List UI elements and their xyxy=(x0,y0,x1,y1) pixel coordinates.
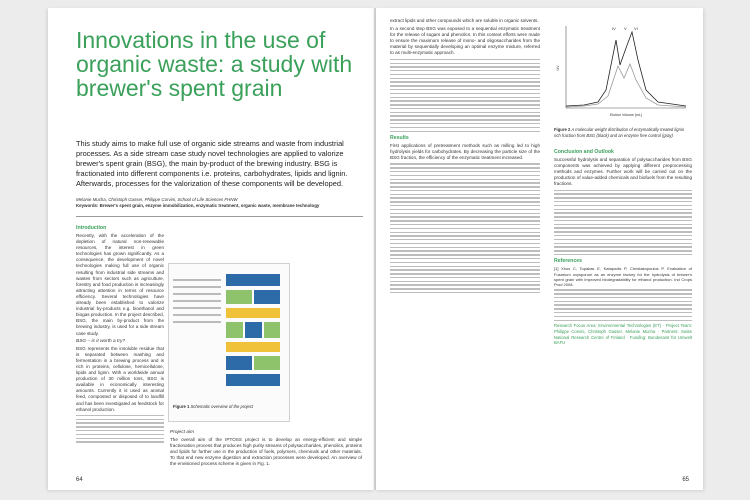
schematic-diagram xyxy=(224,272,282,392)
peak-label-vi: VI xyxy=(634,26,638,31)
results-text: First applications of pretreatment methods such as milling led to high hydrolysis yields for carbohydrates. By decreasing the particle size of the BSG fraction, the efficiency of the enzymatic treatment increased. xyxy=(390,142,540,161)
left-column xyxy=(76,222,164,445)
intro-paragraph: This study aims to make full use of organic side streams and waste from industrial processes. As a side stream case study novel technologies are applied to valorize brewer's spent grain (BSG), the main by-product of the brewing industry. BSG is fractionated into different components i.e. proteins, carbohydrates, lipids and lignin. Afterwards, processes for the valorization of these components will be developed. xyxy=(76,139,348,188)
conclusion-heading: Conclusion and Outlook xyxy=(554,149,614,155)
keywords-line: Keywords: Brewer's spent grain, enzyme immobilization, enzymatic treatment, organic waste, membrane technology xyxy=(76,203,320,208)
peak-label-iv: IV xyxy=(612,26,616,31)
text-lines-placeholder xyxy=(554,289,692,321)
col1-text-b: In a second step BSG was exposed to a sequential enzymatic treatment for the release of sugars and phenolics. In this context efforts were made to ensure the maximum release of mono- and oligosaccharides from the material by sequentially developing an optimal enzyme mixture, referred to as multi-enzymatic approach. xyxy=(390,26,540,56)
conclusion-text: Successful hydrolysis and separation of polysaccharides from BSG components was achieved by applying different preprocessing methods and enzymes. Further work will be carried out on the production of value-added chemicals and biofuels from the resulting fractions. xyxy=(554,157,692,187)
y-axis-label: UV xyxy=(556,65,560,71)
bsg-heading: BSG – is it worth a try? xyxy=(76,338,126,344)
x-axis-label: Elution Volume [mL] xyxy=(610,113,642,117)
references-heading: References xyxy=(554,258,582,265)
right-page xyxy=(376,8,703,490)
peak-label-v: V xyxy=(624,26,627,31)
right-column-1 xyxy=(390,18,540,296)
left-page xyxy=(48,8,374,490)
molecular-weight-chart xyxy=(554,20,692,120)
right-column-2 xyxy=(554,146,692,348)
treated-series-line xyxy=(566,32,686,106)
text-lines-placeholder xyxy=(390,59,540,132)
introduction-text: Recently, with the acceleration of the depletion of natural non-renewable resources, the interest in green technologies has grown significantly. As a consequence, the development of novel technologies making full use of organic resulting from industrial side streams and wastes from sectors such as agriculture, forestry and food production is increasingly attracting attention in terms of resource efficiency. Several technologies have already been established to valorize industrial by-products e.g. bioethanol and biogas production. In the project described, BSG, the main by-product from the brewing industry, is used for a side stream case study. xyxy=(76,233,164,336)
project-info: Research Focus Area: Environmental Technologies (ET) · Project Team: Philippe Corvini, Christoph Gasser, Melanie Mucha · Partners: Swiss National Research Centre of Finland · Funding: Bundesamt für Umwelt BAFU xyxy=(554,323,692,346)
figure-1-caption-text: Schematic overview of the project xyxy=(190,404,254,409)
introduction-heading: Introduction xyxy=(76,225,107,231)
figure-2-caption xyxy=(554,127,692,138)
text-lines-placeholder xyxy=(554,190,692,256)
references-text: [1] Xiros C, Topakas E, Katapodis P, Christakopoulos P. Evaluation of Fusarium oxysporum as an enzyme factory for the hydrolysis of brewer's spent grain with improved biodegradability for ethanol production. Ind Crops Prod 2008. xyxy=(554,266,692,287)
text-lines-placeholder xyxy=(76,415,164,443)
results-heading: Results xyxy=(390,134,409,141)
bsg-text: BSG represents the insoluble residue that is separated between mashing and fermentation in a brewing process and is rich in proteins, cellulose, hemicellulose, lipids and lignin. With a worldwide annual production of 30 million tons, BSG is available in economically interesting amounts. Currently it is used as animal feed, composted or disposed of to landfill and has been investigated as feedstock for ethanol production. xyxy=(76,345,164,412)
authors xyxy=(76,197,363,209)
page-number-right: 65 xyxy=(682,477,689,483)
divider xyxy=(76,216,363,217)
page-number-left: 64 xyxy=(76,477,83,483)
project-aim-column xyxy=(170,428,362,470)
figure-1-caption xyxy=(173,404,283,410)
project-aim-heading: Project aim xyxy=(170,430,194,435)
project-aim-text: The overall aim of the IPTOSS project is to develop an energy-efficient and simple fractionation process that produces high purity streams of polysaccharides, phenolics, proteins and lipids for further use in the production of fuels, polymers, chemicals and other materials. To that end new enzyme digestion and extraction processes were developed. An overview of the envisioned process scheme is given in Fig. 1. xyxy=(170,437,362,467)
col1-text-a: extract lipids and other compounds which are soluble in organic solvents. xyxy=(390,18,539,23)
figure-1-label: Figure 1 xyxy=(173,404,190,409)
text-lines-placeholder xyxy=(390,163,540,293)
control-series-line xyxy=(566,64,686,107)
figure-2-label: Figure 2 xyxy=(554,127,571,132)
figure-1 xyxy=(168,263,290,422)
figure-2 xyxy=(554,20,692,138)
figure-2-caption-text: A molecular weight distribution of enzymatically treated lignin rich fraction from BSG (black) and an enzyme free control (gray) xyxy=(554,127,685,138)
article-title: Innovations in the use of organic waste: a study with brewer's spent grain xyxy=(76,27,353,101)
figure-1-side-labels xyxy=(173,274,221,328)
author-line: Melanie Mucha, Christoph Gasser, Philippe Corvini, School of Life Sciences FHNW xyxy=(76,197,238,202)
